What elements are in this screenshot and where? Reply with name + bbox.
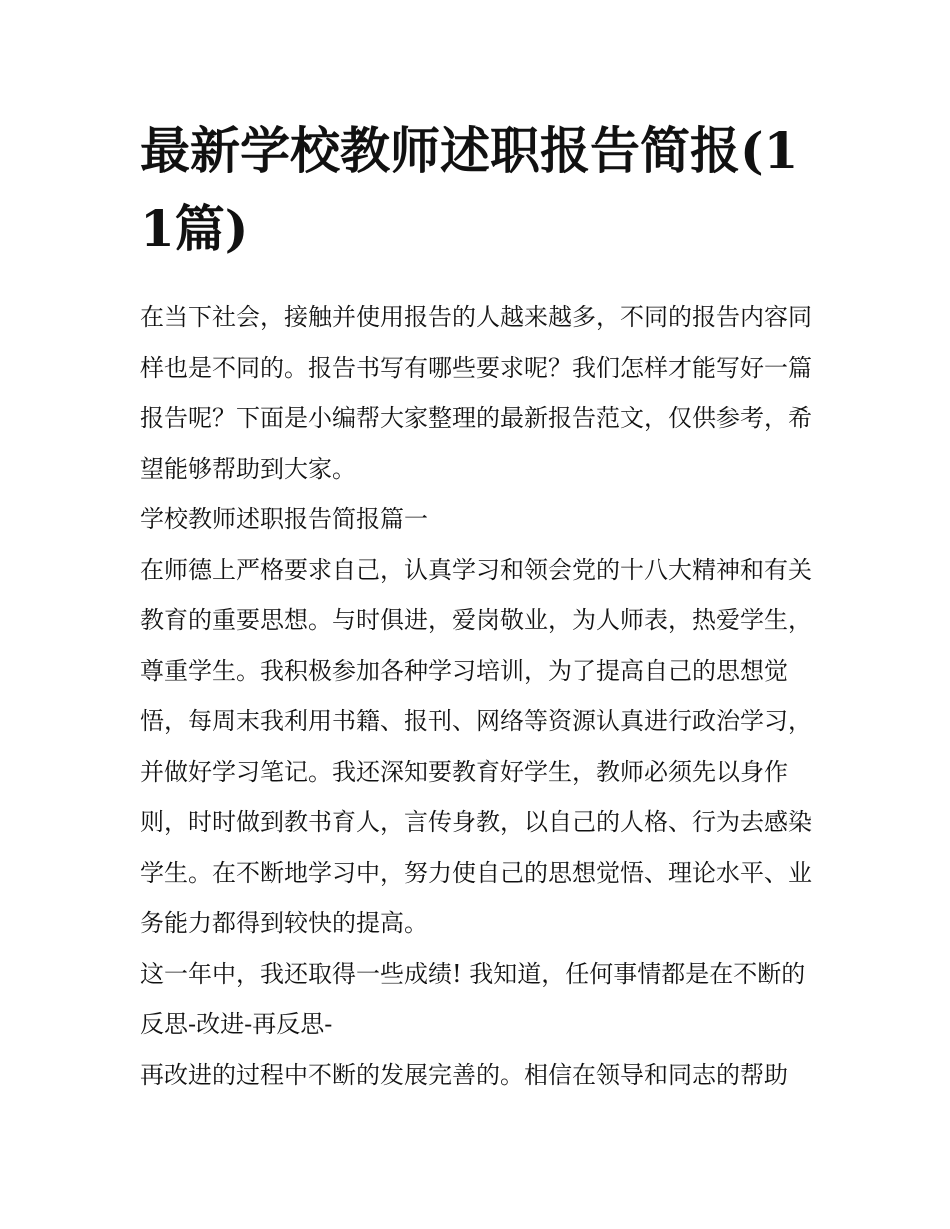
section-heading: 学校教师述职报告简报篇一 (140, 505, 428, 533)
document-title: 最新学校教师述职报告简报(11篇) (140, 121, 799, 258)
body-paragraph: 再改进的过程中不断的发展完善的。相信在领导和同志的帮助 (140, 1060, 788, 1089)
document-body (140, 292, 820, 1100)
body-paragraph: 这一年中，我还取得一些成绩! 我知道，任何事情都是在不断的反思-改进-再反思- (140, 959, 806, 1038)
intro-paragraph: 在当下社会，接触并使用报告的人越来越多，不同的报告内容同样也是不同的。报告书写有哪些要求呢？我们怎样才能写好一篇报告呢？下面是小编帮大家整理的最新报告范文，仅供参考，希望能够帮助到大家。 (140, 303, 812, 483)
body-paragraph: 在师德上严格要求自己，认真学习和领会党的十八大精神和有关教育的重要思想。与时俱进，爱岗敬业，为人师表，热爱学生，尊重学生。我积极参加各种学习培训，为了提高自己的思想觉悟，每周末我利用书籍、报刊、网络等资源认真进行政治学习，并做好学习笔记。我还深知要教育好学生，教师必须先以身作则，时时做到教书育人，言传身教，以自己的人格、行为去感染学生。在不断地学习中，努力使自己的思想觉悟、理论水平、业务能力都得到较快的提高。 (140, 555, 812, 937)
document-page (140, 112, 820, 1100)
